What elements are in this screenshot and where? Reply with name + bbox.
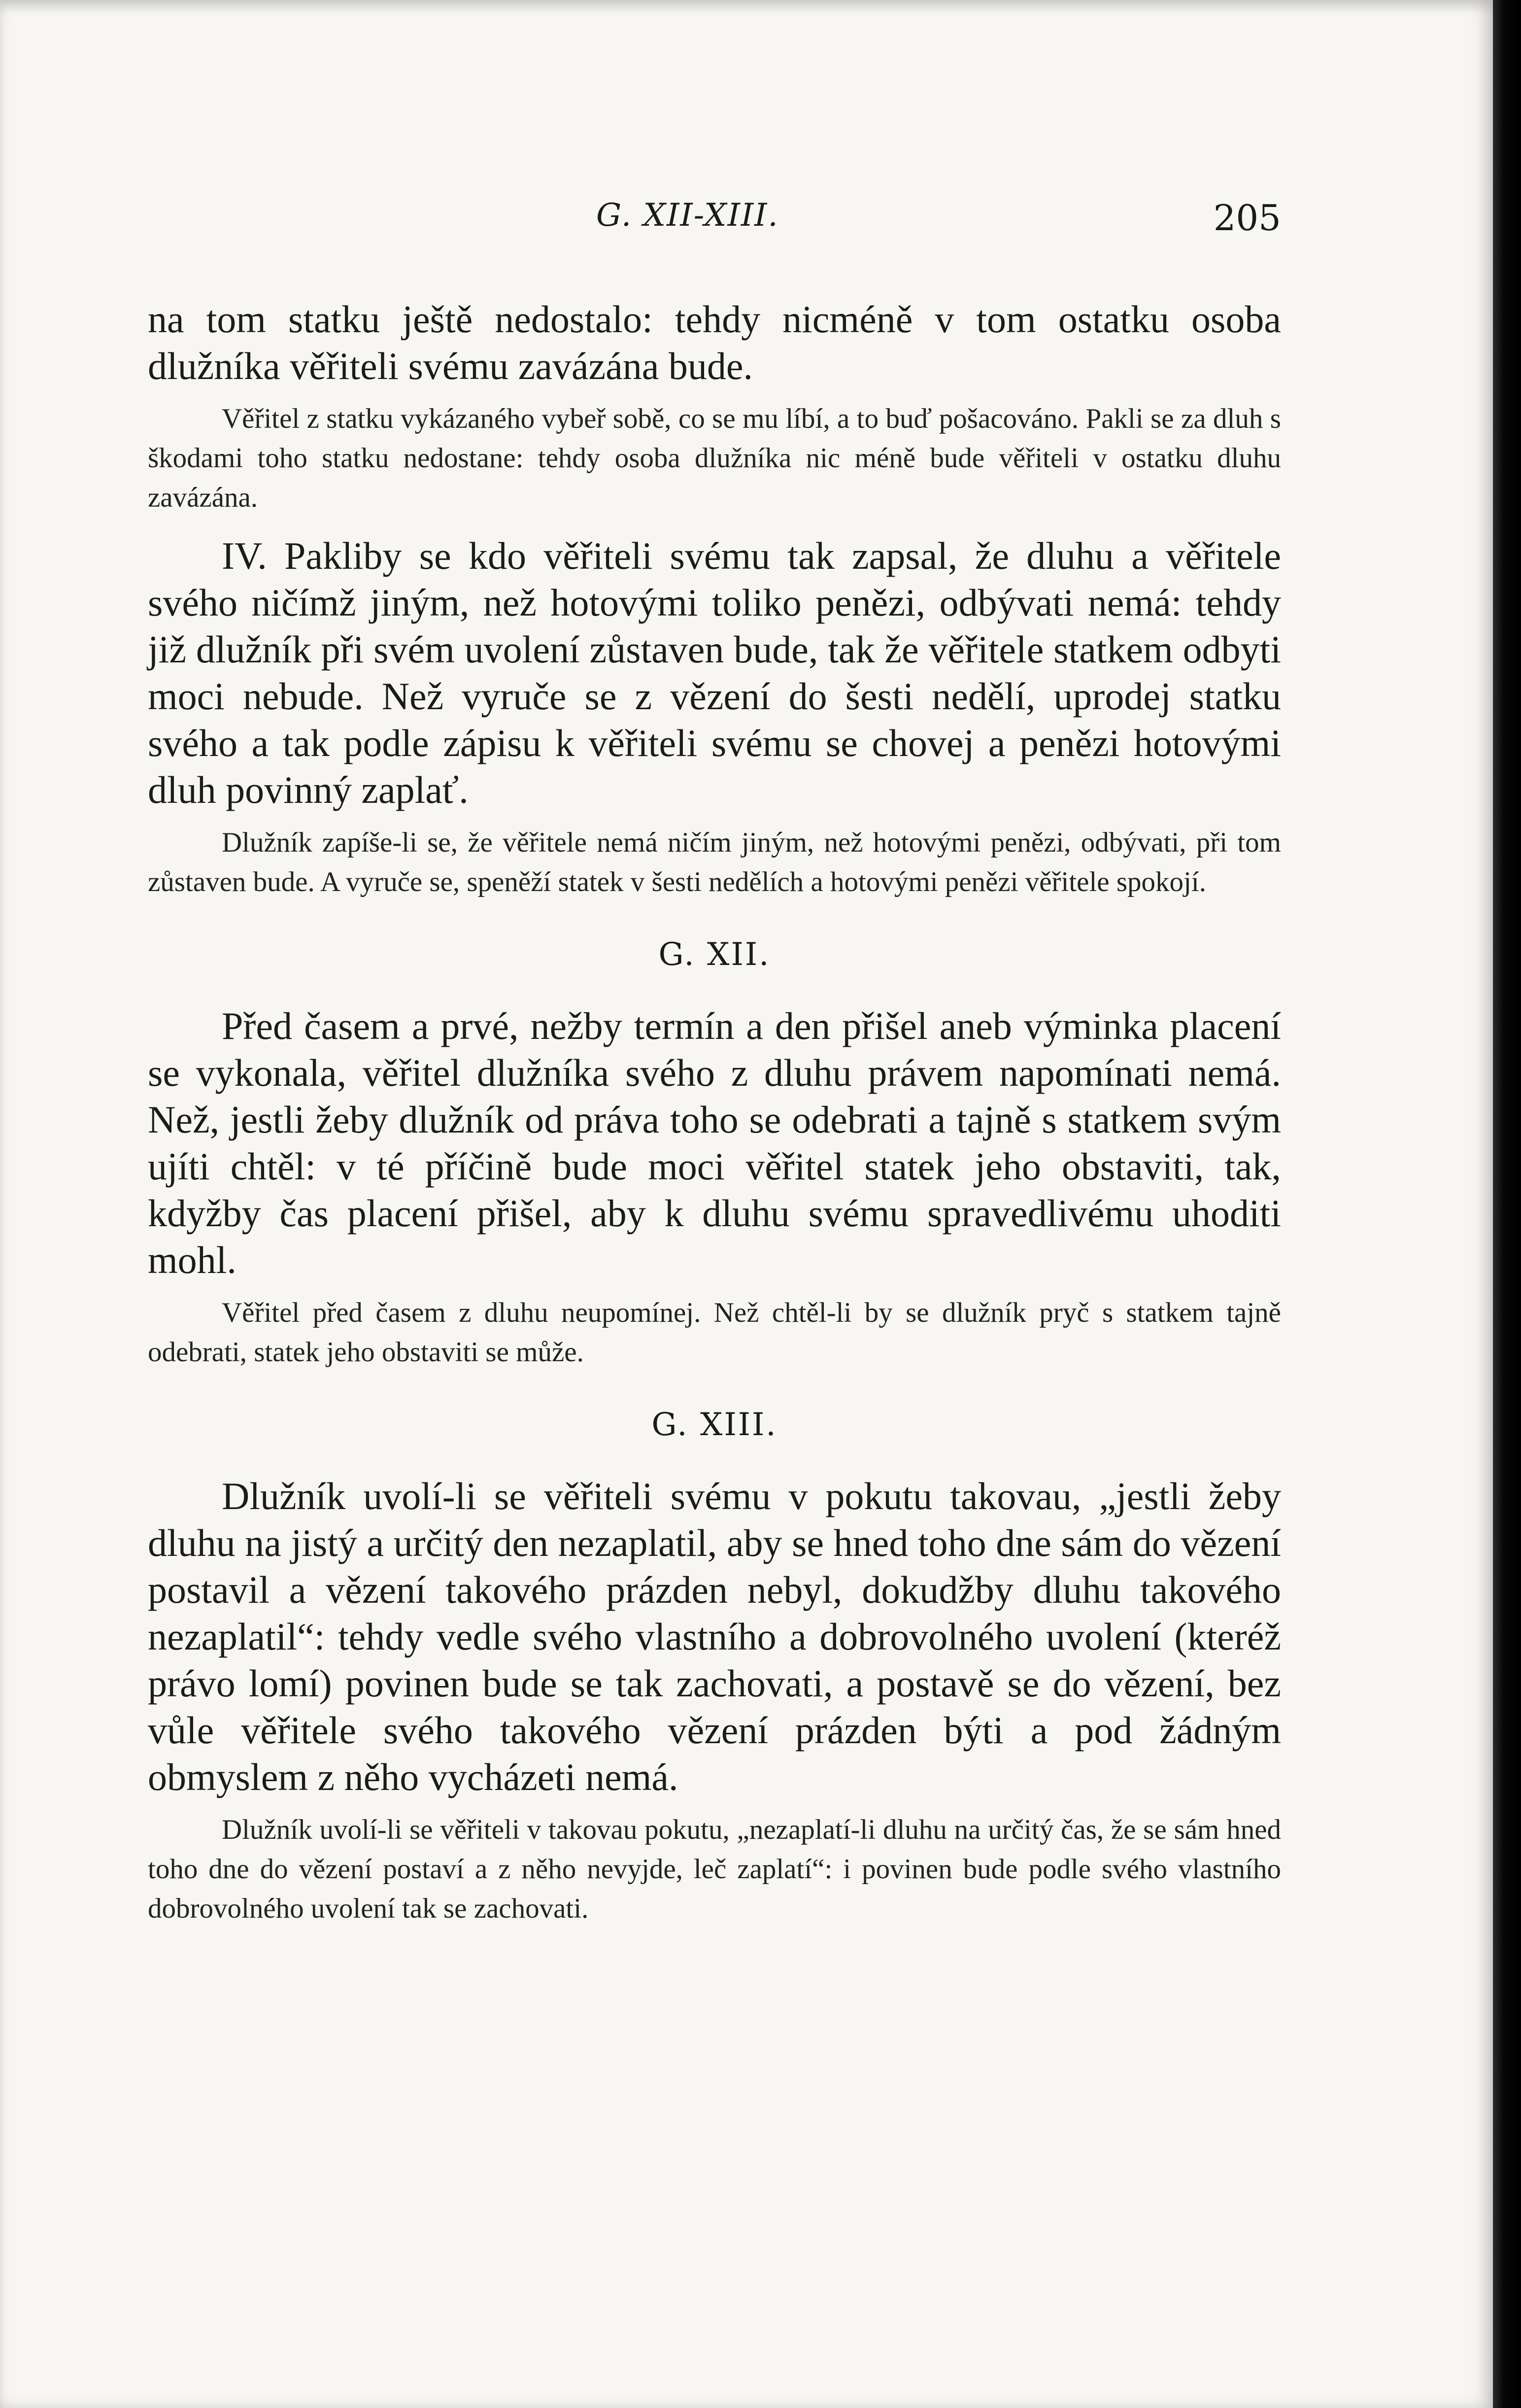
paragraph-continuation: na tom statku ještě nedostalo: tehdy nicméně v tom ostatku osoba dlužníka věřiteli svému zavázána bude. [148, 298, 1281, 387]
summary-note: Věřitel před časem z dluhu neupomínej. Než chtěl-li by se dlužník pryč s statkem tajně odebrati, statek jeho obstaviti se může. [148, 1297, 1281, 1368]
paragraph-section-xiii: Dlužník uvolí-li se věřiteli svému v pokutu takovau, „jestli žeby dluhu na jistý a určitý den nezaplatil, aby se hned toho dne sám do vězení postavil a vězení takového prázden nebyl, dokudžby dluhu takového nezaplatil“: tehdy vedle svého vlastního a dobrovolného uvolení (kteréž právo lomí) povinen bude se tak zachovati, a postavě se do vězení, bez vůle věřitele svého takového vězení prázden býti a pod žádným obmyslem z něho vycházeti nemá. [148, 1475, 1281, 1798]
summary-note: Věřitel z statku vykázaného vybeř sobě, co se mu líbí, a to buď pošacováno. Pakli se za dluh s škodami toho statku nedostane: tehdy osoba dlužníka nic méně bude věřiteli v ostatku dluhu zavázána. [148, 403, 1281, 513]
running-header [148, 197, 1281, 251]
paragraph-section-xii: Před časem a prvé, nežby termín a den přišel aneb výminka placení se vykonala, věřitel dlužníka svého z dluhu právem napomínati nemá. Než, jestli žeby dlužník od práva toho se odebrati a tajně s statkem svým ujíti chtěl: v té příčině bude moci věřitel statek jeho obstaviti, tak, kdyžby čas placení přišel, aby k dluhu svému spravedlivému uhoditi mohl. [148, 1004, 1281, 1281]
summary-note: Dlužník uvolí-li se věřiteli v takovau pokutu, „nezaplatí-li dluhu na určitý čas, že se sám hned toho dne do vězení postaví a z něho nevyjde, leč zaplatí“: i povinen bude podle svého vlastního dobrovolného uvolení tak se zachovati. [148, 1814, 1281, 1924]
page-number: 205 [1213, 197, 1281, 239]
section-signature: G. XII-XIII. [596, 197, 779, 234]
paragraph-iv: IV. Pakliby se kdo věřiteli svému tak zapsal, že dluhu a věřitele svého ničímž jiným, než hotovými toliko penězi, odbývati nemá: tehdy již dlužník při svém uvolení zůstaven bude, tak že věřitele statkem odbyti moci nebude. Než vyruče se z vězení do šesti nedělí, uprodej statku svého a tak podle zápisu k věřiteli svému se chovej a penězi hotovými dluh povinný zaplať. [148, 534, 1281, 811]
summary-note: Dlužník zapíše-li se, že věřitele nemá ničím jiným, než hotovými penězi, odbývati, při tom zůstaven bude. A vyruče se, speněží statek v šesti nedělích a hotovými penězi věřitele spokojí. [148, 827, 1281, 897]
section-heading: G. XIII. [651, 1407, 777, 1443]
section-heading: G. XII. [658, 936, 771, 973]
page-body [148, 296, 1281, 1928]
scan-edge-shadow [1493, 0, 1521, 2408]
